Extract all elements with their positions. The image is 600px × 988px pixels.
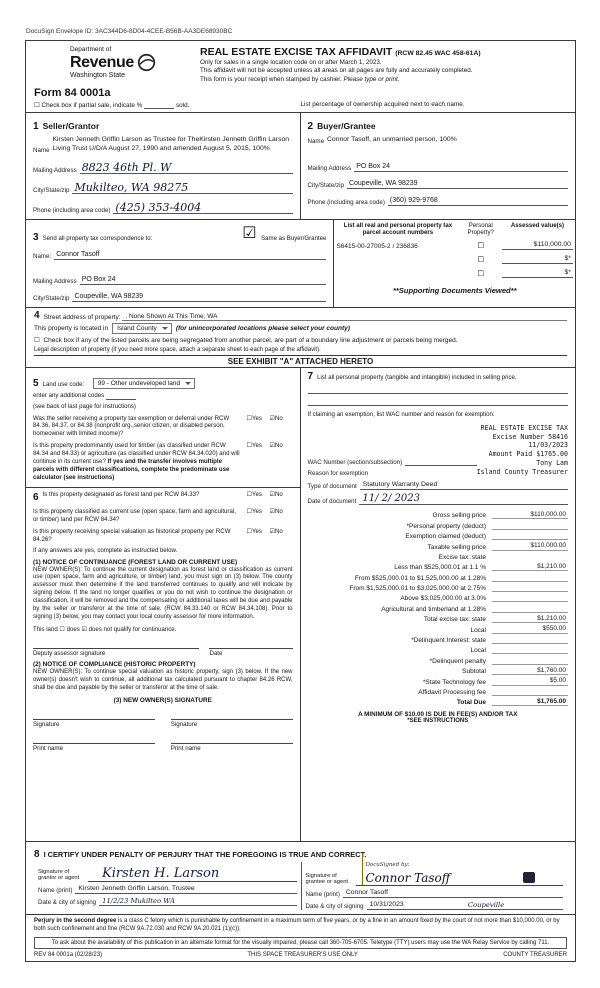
partial-sale-label: Check box if partial sale, indicate % (41, 102, 143, 110)
correspondence-city-label: City/State/zip (33, 294, 70, 302)
correspondence-address-label: Mailing Address (33, 277, 77, 285)
rev-number: REV 84 0001a (02/28/23) (34, 952, 103, 958)
tax-row (308, 696, 569, 706)
designation-section (26, 487, 300, 757)
tax-row (308, 582, 569, 592)
personal-property-checkbox[interactable]: ☐ (477, 240, 485, 250)
tax-row-label: From $1,525,000.01 to $3,025,000.00 at 2.75% (349, 585, 486, 593)
see-instructions-note: *SEE INSTRUCTIONS (407, 718, 469, 725)
correspondence-name-value[interactable]: Connor Tasoff (54, 251, 326, 260)
county-note: (for unincorporated locations please select your county) (175, 324, 350, 332)
new-owner-printname-line[interactable]: Print name (33, 743, 155, 752)
grantee-city-value[interactable]: Coupeville (465, 901, 563, 910)
tax-row-value[interactable] (492, 532, 568, 541)
partial-sale-row (26, 99, 575, 112)
perjury-notice: Perjury in the second degree is a class C felony which is punishable by confinement in a maximum term of five years, or by a fine in an amount fixed by the court of not more than $10,000.00, or by both such confinement and fine (RCW 9A.72.030 and RCW 9A.20.021 (1)(c)). (26, 914, 575, 935)
seller-heading: Seller/Grantor (42, 121, 100, 132)
buyer-name-value[interactable]: Connor Tasoff, an unmarried person, 100% (327, 136, 457, 144)
tax-row-value[interactable] (492, 573, 568, 582)
correspondence-parcels-section (26, 219, 575, 307)
exemption-deferral-question (33, 415, 293, 439)
docusigned-by-label: DocuSigned by: (365, 861, 410, 868)
treasurer-use-only: THIS SPACE TREASURER'S USE ONLY (247, 952, 358, 958)
tax-row (308, 551, 569, 561)
tax-row-value[interactable] (492, 636, 568, 645)
section-3-number: 3 (33, 231, 39, 243)
grantor-signature: Kirsten H. Larson (102, 865, 220, 881)
tax-row-label: Total excise tax: state (423, 616, 486, 624)
tax-row-value[interactable] (492, 604, 568, 613)
buyer-address-label: Mailing Address (307, 164, 352, 172)
land-use-label: Land use code: (42, 380, 85, 388)
legal-description-label: Legal description of property (if you need more space, attach a separate sheet to each page of the affidavit). (34, 346, 321, 353)
assessed-value[interactable]: $* (502, 269, 573, 278)
buyer-grantee-section (301, 113, 576, 219)
doc-type-label: Type of document (307, 482, 357, 490)
grantor-grantee-section (26, 112, 575, 219)
no-checkbox[interactable]: ☑No (269, 414, 283, 422)
dor-logo (70, 46, 188, 85)
personal-property-field[interactable] (308, 384, 569, 394)
certification-section (26, 841, 575, 914)
tax-row-label: *Personal property (deduct) (406, 522, 486, 530)
parcel-table (333, 220, 575, 307)
tax-row-value[interactable] (492, 687, 568, 696)
grantee-date-label: Date & city of signing (305, 902, 364, 910)
no-checkbox[interactable]: ☑No (269, 442, 283, 450)
street-address-label: Street address of property: (43, 313, 121, 321)
tax-row (308, 675, 569, 685)
see-back-note: (see back of last page for instructions) (33, 402, 136, 410)
segregated-checkbox[interactable]: ☐ (34, 336, 40, 344)
partial-sale-percent-field[interactable] (144, 102, 174, 109)
seller-address-value[interactable]: 8823 46th Pl. W (80, 162, 293, 174)
tax-row (308, 540, 569, 550)
grantor-date-value[interactable]: 11/2/23 Mukilteo WA (99, 897, 296, 906)
grantor-signature-block (34, 862, 301, 910)
correspondence-city-value[interactable]: Coupeville, WA 98239 (72, 293, 326, 302)
doc-date-value[interactable]: 11/ 2/ 2023 (359, 494, 568, 505)
grantor-date-label: Date & city of signing (38, 898, 97, 906)
seller-phone-value[interactable]: (425) 353-4004 (113, 202, 292, 214)
parcel-rows (334, 236, 575, 278)
land-use-select[interactable]: 99 - Other undeveloped land (93, 378, 195, 389)
deputy-assessor-signature-line[interactable]: Deputy assessor signature (33, 648, 199, 657)
grantor-signature-line[interactable] (88, 866, 297, 882)
form-title: REAL ESTATE EXCISE TAX AFFIDAVIT (200, 46, 393, 58)
new-owner-signature-row (33, 719, 293, 728)
question-text: Was the seller receiving a property tax exemption or deferral under RCW 84.36, 84.37, or 84.38 (nonprofit org.,senior citizen, or disabled person, homeowner with limited income)? (33, 414, 230, 438)
question-text: Is this property predominantly used for timber (as classified under RCW 84.34 and 84.33) or agriculture (as classified under RCW 84.34.020) and will continue in its current use? If yes and the transfer involves multiple parcels with different classifications, complete the predominate use calculator (see instructions) (33, 442, 240, 481)
yes-checkbox[interactable]: ☐Yes (246, 442, 262, 450)
form-footer-row (26, 951, 575, 961)
form-header (26, 41, 575, 86)
parcel-col-header: List all real and personal property tax parcel account numbers (343, 221, 453, 236)
county-select[interactable]: Island County (112, 323, 172, 334)
new-owner-printname-line[interactable]: Print name (171, 743, 293, 752)
grantee-printname-label: Name (print) (305, 890, 340, 898)
grantor-printname-label: Name (print) (38, 886, 73, 894)
personal-property-field[interactable] (308, 396, 569, 406)
personal-property-checkbox[interactable]: ☐ (477, 254, 485, 264)
tax-row-label: Excise tax: state (438, 553, 486, 561)
docusign-envelope-id: DocuSign Envelope ID: 3AC344D6-8D04-4CEE-B56B-AA3DE68930BC (26, 28, 233, 35)
tax-row-label: Affidavit Processing fee (418, 688, 486, 696)
yes-checkbox[interactable]: ☐Yes (246, 527, 262, 535)
no-checkbox[interactable]: ☑No (269, 507, 283, 515)
doc-type-value[interactable]: Statutory Warranty Deed (360, 481, 568, 490)
minimum-due-note: A MINIMUM OF $10.00 IS DUE IN FEE(S) AND/OR TAX (358, 711, 518, 719)
section-6-number: 6 (33, 491, 39, 503)
parcel-row (334, 236, 575, 250)
tax-row-value[interactable]: $1,210.00 (492, 615, 568, 624)
seller-phone-label: Phone (including area code) (33, 206, 111, 214)
correspondence-label: Send all property tax correspondence to: (42, 234, 153, 242)
deputy-assessor-row (33, 648, 293, 657)
treasurer-excise-stamp: REAL ESTATE EXCISE TAX Excise Number 58416 11/03/2023 Amount Paid $1765.00 Tony Lam Island County Treasurer (476, 423, 568, 477)
correspondence-name-label: Name: (33, 252, 52, 260)
supporting-documents-stamp: **Supporting Documents Viewed** (392, 285, 517, 295)
section-4-number: 4 (34, 309, 40, 321)
tax-row (308, 561, 569, 571)
tax-row-value[interactable] (492, 646, 568, 655)
section-7-number: 7 (307, 370, 314, 382)
personal-property-checkbox[interactable]: ☐ (477, 268, 485, 278)
tax-row-value[interactable]: $1,765.00 (492, 698, 568, 707)
same-as-buyer-label: Same as Buyer/Grantee (261, 234, 327, 242)
additional-codes-field[interactable] (106, 393, 136, 400)
buyer-city-value[interactable]: Coupeville, WA 98239 (347, 180, 568, 189)
grantee-printname-value[interactable]: Connor Tasoff (343, 889, 563, 898)
tax-row (308, 665, 569, 675)
tax-row (308, 654, 569, 664)
timber-agriculture-question (33, 442, 293, 482)
grantee-signature-label: Signature of grantee or agent (305, 872, 349, 886)
if-yes-note: If any answers are yes, complete as instructed below. (33, 546, 178, 554)
middle-columns (26, 367, 575, 841)
tax-row-label: Above $3,025,000.00 at 3.0% (400, 595, 486, 603)
form-title-rcw: (RCW 82.45 WAC 458-61A) (395, 50, 481, 57)
tax-row (308, 602, 569, 612)
property-location-section (26, 307, 575, 367)
notice-compliance-body: NEW OWNER(S): To continue special valuation as historic property, sign (3) below. If the new owner(s) doesn't wish to continue, all additional tax calculated pursuant to chapter 84.26 RCW, shall be due and payable by the seller or transferor at the time of sale. (33, 668, 293, 691)
question-text: Is this property classified as current use (open space, farm and agricultural, or timber) land per RCW 84.34? (33, 507, 236, 523)
seller-city-value[interactable]: Mukilteo, WA 98275 (72, 182, 292, 194)
tax-row-label: Taxable selling price (427, 543, 486, 551)
grantor-printname-value[interactable]: Kirsten Jenneth Griffin Larson, Trustee (75, 885, 296, 894)
grantee-signature-line[interactable] (356, 861, 564, 886)
seller-grantor-section (26, 113, 301, 219)
legal-description-value[interactable]: SEE EXHIBIT "A" ATTACHED HERETO (34, 355, 567, 367)
county-treasurer-label: COUNTY TREASURER (503, 952, 567, 958)
historic-property-question (33, 528, 293, 544)
yes-checkbox[interactable]: ☐Yes (246, 414, 262, 422)
segregated-label: Check box if any of the listed parcels are being segregated from another parcel, are part of a boundary line adjustment or parcels being merged. (43, 336, 458, 344)
street-address-value[interactable]: . None Shown At This Time, WA (122, 313, 567, 321)
tax-correspondence-section (26, 220, 333, 307)
tax-row-value[interactable] (492, 594, 568, 603)
docusign-signature (362, 853, 451, 885)
tax-row (308, 592, 569, 602)
parcel-row (334, 264, 575, 278)
form-number: Form 84 0001a (34, 87, 111, 100)
tax-row-label: Less than $525,000.01 at 1.1 % (394, 564, 486, 572)
tax-row-label: Gross selling price (432, 512, 486, 520)
section-1-number: 1 (33, 121, 39, 133)
continuance-qualify-line[interactable]: This land ☐ does ☑ does not qualify for continuance. (33, 625, 177, 633)
no-checkbox[interactable]: ☑No (269, 490, 283, 498)
partial-sale-sold-label: sold. (175, 102, 190, 110)
new-owner-signature-line[interactable]: Signature (171, 719, 293, 728)
tax-row-value[interactable]: $110,000.00 (492, 511, 568, 520)
same-as-buyer-checkbox[interactable]: ☑ (242, 224, 257, 242)
personal-property-intro: List all personal property (tangible and intangible) included in selling price. (317, 373, 517, 381)
dor-logo-mark (137, 53, 156, 72)
right-column (301, 368, 576, 841)
new-owner-signature-line[interactable]: Signature (33, 719, 155, 728)
grantee-date-value[interactable]: 10/31/2023 (367, 901, 465, 910)
tax-row (308, 530, 569, 540)
current-use-question (33, 508, 293, 524)
reet-affidavit-form (25, 40, 576, 962)
tax-row (308, 571, 569, 581)
parcel-table-header (334, 220, 575, 236)
tax-row-label: *State Technology fee (422, 678, 486, 686)
seller-address-label: Mailing Address (33, 166, 77, 174)
buyer-phone-value[interactable]: (360) 929-9768 (388, 197, 568, 206)
tax-row-label: Total Due (456, 699, 486, 707)
tax-row-label: Agricultural and timberland at 1.28% (381, 605, 486, 613)
ownership-note: List percentage of ownership acquired next to each name. (300, 101, 465, 109)
doc-date-label: Date of document (307, 497, 357, 505)
personal-property-col-header: Personal Property? (467, 221, 494, 236)
section-5-number: 5 (33, 377, 39, 389)
seller-city-label: City/State/zip (33, 186, 70, 194)
tax-row-label: Local (470, 647, 486, 655)
new-owners-signature-title: (3) NEW OWNER(S) SIGNATURE (113, 696, 212, 704)
left-column (26, 368, 301, 841)
yes-checkbox[interactable]: ☐Yes (246, 507, 262, 515)
tax-row-label: From $525,000.01 to $1,525,000.00 at 1.28% (354, 574, 486, 582)
tax-row (308, 509, 569, 519)
new-owner-printname-row (33, 743, 293, 752)
assessed-value[interactable]: $* (502, 255, 573, 264)
notice-continuance-body: NEW OWNER(S): To continue the current designation as forest land or classification as current use (open space, farm and agriculture, or timber) land, you must sign on (3) below. The county assessor must then determine if the land transferred continues to qualify and will indicate by signing below. If the land no longer qualifies or you do not wish to continue the designation or classification, it will be removed and the compensating or additional taxes will be due and payable by the seller or transferor at the time of sale. (RCW 84.33.140 or RCW 84.34.108). Prior to signing (3) below, you may contact your local county assessor for more information. (33, 566, 293, 620)
tax-row-label: Exemption claimed (deduct) (405, 533, 486, 541)
tax-row (308, 613, 569, 623)
section-2-number: 2 (307, 121, 314, 133)
header-note-2: This affidavit will not be accepted unless all areas on all pages are fully and accurately completed. (200, 67, 473, 75)
tax-row (308, 634, 569, 644)
logo-revenue-text: Revenue (70, 53, 134, 71)
certify-statement: I CERTIFY UNDER PENALTY OF PERJURY THAT THE FOREGOING IS TRUE AND CORRECT. (43, 849, 367, 859)
tax-row-value[interactable]: $5.00 (492, 677, 568, 686)
buyer-address-value[interactable]: PO Box 24 (354, 163, 568, 172)
notice-continuance-title: (1) NOTICE OF CONTINUANCE (FOREST LAND OR CURRENT USE) (33, 558, 238, 566)
tax-row (308, 686, 569, 696)
grantee-signature: Connor Tasoff (365, 870, 451, 885)
tax-row-value[interactable] (492, 552, 568, 561)
exemption-intro: If claiming an exemption, list WAC number and reason for exemption: (307, 410, 495, 418)
correspondence-address-value[interactable]: PO Box 24 (80, 276, 327, 285)
seller-name-value[interactable]: Kirsten Jenneth Griffin Larson as Trustee for TheKirsten Jenneth Griffin Larson Living Trust U/D/A August 27, 1990 and amended August 5, 2015, 100% (52, 136, 290, 152)
tax-row-value[interactable] (492, 521, 568, 530)
title-block (188, 46, 567, 85)
docusign-stamp (523, 872, 535, 883)
buyer-city-label: City/State/zip (307, 181, 344, 189)
buyer-name-label: Name (307, 137, 325, 145)
excise-tax-table (308, 509, 569, 706)
yes-checkbox[interactable]: ☐Yes (246, 490, 262, 498)
partial-sale-checkbox[interactable]: ☐ (34, 102, 40, 110)
parcel-number[interactable]: S6415-00-27005-2 / 236836 (336, 242, 418, 250)
header-note-1: Only for sales in a single location code on or after March 1, 2023. (200, 58, 382, 66)
wac-number-label: WAC Number (section/subsection) (307, 458, 403, 466)
assessed-value[interactable]: $110,000.00 (502, 241, 573, 250)
assessed-value-col-header: Assessed value(s) (510, 221, 565, 229)
additional-codes-label: enter any additional codes (33, 391, 105, 399)
question-text: Is this property receiving special valuation as historical property per RCW 84.26? (33, 527, 231, 543)
tax-row-value[interactable] (492, 656, 568, 665)
parcel-row (334, 250, 575, 264)
wac-number-field[interactable] (405, 457, 477, 466)
grantor-signature-label: Signature of grantor or agent (38, 868, 80, 882)
buyer-phone-label: Phone (including area code) (307, 198, 385, 206)
tax-row-label: *Delinquent penalty (429, 657, 486, 665)
tax-row (308, 644, 569, 654)
tax-row-value[interactable]: $550.00 (492, 625, 568, 634)
tax-row-value[interactable]: $110,000.00 (492, 542, 568, 551)
forest-land-question (33, 491, 293, 504)
tax-row-value[interactable]: $1,760.00 (492, 667, 568, 676)
section-8-number: 8 (34, 848, 40, 860)
logo-dept-text: Department of (70, 46, 112, 53)
seller-name-label: Name (33, 146, 50, 154)
header-note-3: This form is your receipt when stamped by cashier. Please type or print. (200, 76, 400, 84)
tax-row (308, 519, 569, 529)
logo-state-text: Washington State (70, 72, 125, 79)
tax-row-label: *Delinquent Interest: state (411, 637, 486, 645)
located-in-label: This property is located in (34, 324, 109, 332)
tax-row-value[interactable] (492, 584, 568, 593)
tax-row-label: Local (470, 626, 486, 634)
tax-row-value[interactable]: $1,210.00 (492, 563, 568, 572)
tax-row (308, 623, 569, 633)
no-checkbox[interactable]: ☑No (269, 527, 283, 535)
buyer-heading: Buyer/Grantee (317, 121, 376, 132)
alternate-format-notice: To ask about the availability of this publication in an alternate format for the visually impaired, please call 360-705-6705. Teletype (TTY) users may use the WA Relay Service by calling 711. (34, 937, 567, 949)
tax-row-label: Subtotal (462, 668, 486, 676)
notice-compliance-title: (2) NOTICE OF COMPLIANCE (HISTORIC PROPERTY) (33, 660, 196, 668)
deputy-assessor-date-line[interactable]: Date (209, 648, 292, 657)
reason-exemption-label: Reason for exemption (307, 469, 369, 477)
grantee-signature-block (301, 862, 568, 910)
question-text: Is this property designated as forest land per RCW 84.33? (42, 490, 200, 498)
